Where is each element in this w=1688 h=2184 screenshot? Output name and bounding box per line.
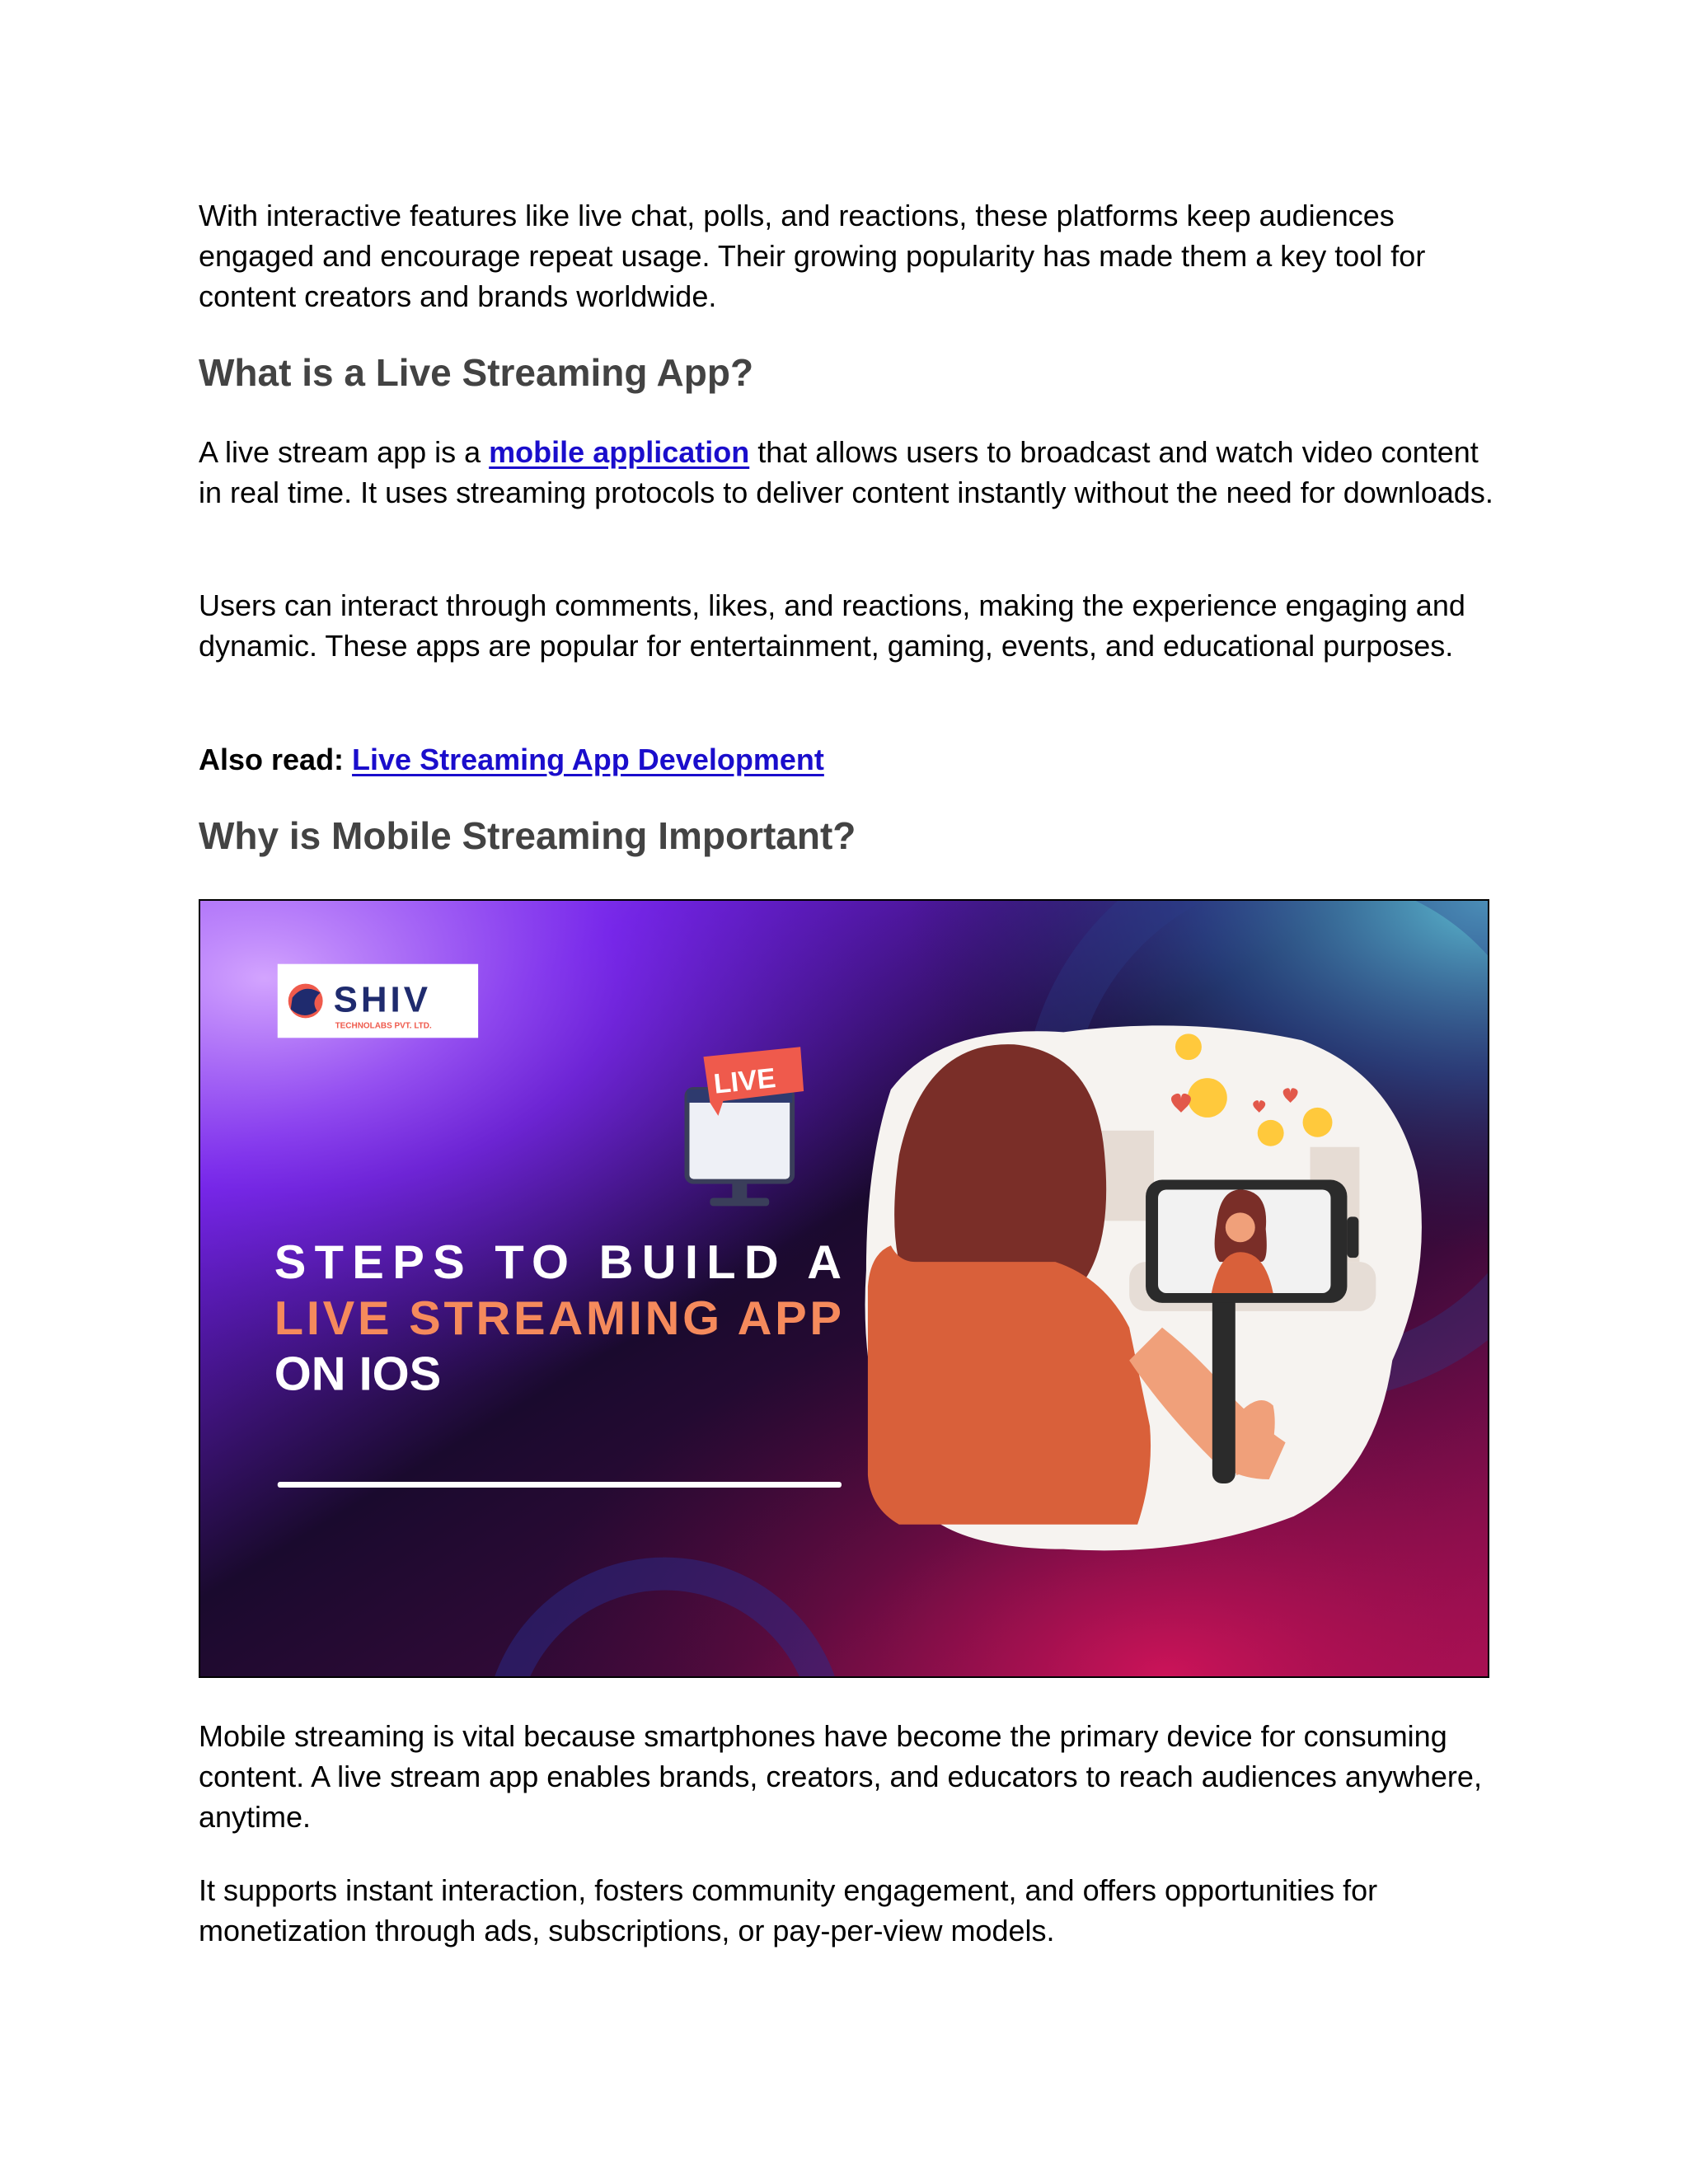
happy-emoji-icon — [1303, 1108, 1333, 1137]
banner-illustration — [200, 901, 1488, 1676]
laugh-emoji-icon — [1258, 1120, 1284, 1146]
banner-divider — [278, 1482, 842, 1488]
logo-name: SHIV — [333, 979, 431, 1020]
paragraph-monetization: It supports instant interaction, fosters community engagement, and offers opportunities for monetization through ads, subscriptions, or pay-per-view models. — [199, 1873, 1378, 1947]
live-badge-text: LIVE — [712, 1062, 778, 1100]
banner-title-line3: ON IOS — [274, 1347, 442, 1401]
live-streaming-app-development-link[interactable]: Live Streaming App Development — [352, 743, 824, 776]
smile-emoji-icon — [1175, 1033, 1202, 1060]
also-read-label: Also read: — [199, 743, 353, 776]
banner-title-line1: STEPS TO BUILD A — [274, 1236, 842, 1290]
paragraph-definition-end: that allows users to broadcast and watch video content in real time. It uses streaming protocols to deliver content instantly without the need for downloads. — [199, 435, 1493, 509]
shiv-logo — [278, 964, 478, 1038]
paragraph-interaction: Users can interact through comments, likes, and reactions, making the experience engaging and dynamic. These apps are popular for entertainment, gaming, events, and educational purposes. — [199, 588, 1465, 663]
logo-subtitle: TECHNOLABS PVT. LTD. — [335, 1021, 432, 1031]
paragraph-mobile-streaming: Mobile streaming is vital because smartphones have become the primary device for consuming content. A live stream app enables brands, creators, and educators to reach audiences anywhere, anytime. — [199, 1719, 1482, 1834]
section-heading-why-mobile: Why is Mobile Streaming Important? — [199, 814, 856, 857]
banner-image — [199, 899, 1489, 1678]
section-heading-what-is: What is a Live Streaming App? — [199, 351, 754, 394]
also-read-line — [199, 739, 1501, 780]
paragraph-definition-start: A live stream app is a — [199, 435, 490, 469]
phone-icon — [1146, 1180, 1358, 1303]
paragraph-definition — [199, 432, 1501, 513]
grin-emoji-icon — [1188, 1078, 1227, 1118]
intro-paragraph: With interactive features like live chat, polls, and reactions, these platforms keep audiences engaged and encourage repeat usage. Their growing popularity has made them a key tool for content creators and brands worldwide. — [199, 199, 1426, 313]
mobile-application-link[interactable]: mobile application — [489, 435, 750, 469]
banner-title-line2: LIVE STREAMING APP — [274, 1291, 842, 1345]
illustration-scene — [865, 1025, 1422, 1550]
